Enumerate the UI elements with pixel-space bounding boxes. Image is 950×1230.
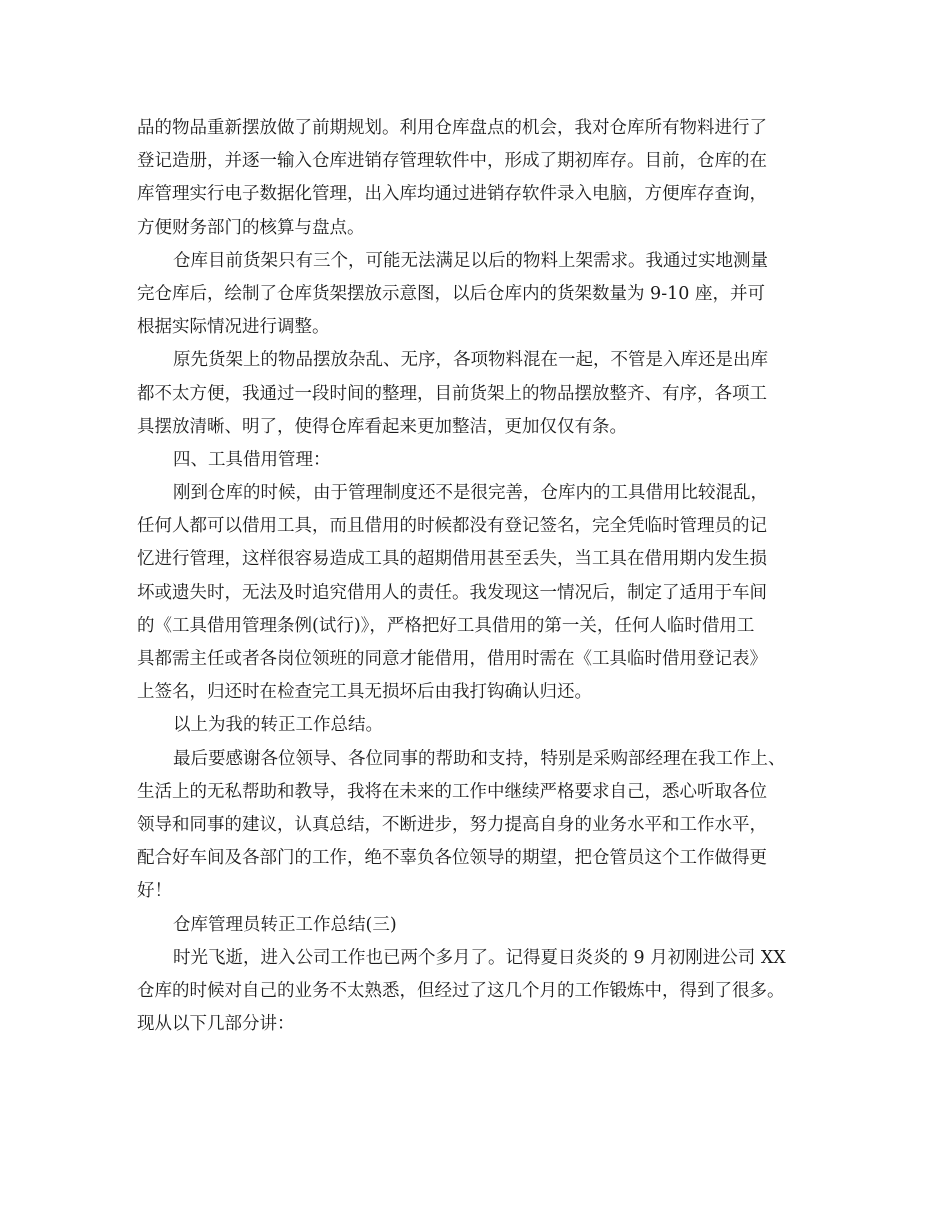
- text-line: 方便财务部门的核算与盘点。: [137, 217, 365, 238]
- text-line: 以上为我的转正工作总结。: [173, 715, 383, 736]
- text-line: 的《工具借用管理条例(试行)》，严格把好工具借用的第一关，任何人临时借用工: [137, 615, 755, 636]
- text-line: 具都需主任或者各岗位领班的同意才能借用，借用时需在《工具临时借用登记表》: [137, 649, 767, 669]
- text-line: 领导和同事的建议，认真总结，不断进步，努力提高自身的业务水平和工作水平，: [137, 814, 767, 835]
- text-line: 完仓库后，绘制了仓库货架摆放示意图，以后仓库内的货架数量为 9-10 座，并可: [137, 283, 765, 304]
- text-line: 都不太方便，我通过一段时间的整理，目前货架上的物品摆放整齐、有序，各项工: [137, 383, 767, 404]
- text-line: 仓库的时候对自己的业务不太熟悉，但经过了这几个月的工作锻炼中，得到了很多。: [137, 980, 785, 1001]
- text-line: 仓库管理员转正工作总结(三): [173, 914, 397, 935]
- text-line: 库管理实行电子数据化管理，出入库均通过进销存软件录入电脑，方便库存查询，: [137, 184, 767, 205]
- text-line: 现从以下几部分讲：: [137, 1014, 295, 1035]
- text-line: 原先货架上的物品摆放杂乱、无序，各项物料混在一起，不管是入库还是出库: [173, 350, 768, 371]
- text-line: 生活上的无私帮助和教导，我将在未来的工作中继续严格要求自己，悉心听取各位: [137, 781, 767, 802]
- text-line: 时光飞逝，进入公司工作也已两个多月了。记得夏日炎炎的 9 月初刚进公司 XX: [173, 947, 786, 968]
- text-line: 好！: [137, 881, 172, 902]
- text-line: 任何人都可以借用工具，而且借用的时候都没有登记签名，完全凭临时管理员的记: [137, 516, 767, 537]
- text-line: 最后要感谢各位领导、各位同事的帮助和支持，特别是采购部经理在我工作上、: [173, 748, 786, 769]
- text-line: 配合好车间及各部门的工作，绝不辜负各位领导的期望，把仓管员这个工作做得更: [137, 848, 767, 869]
- text-line: 上签名，归还时在检查完工具无损坏后由我打钩确认归还。: [137, 682, 592, 703]
- text-line: 忆进行管理，这样很容易造成工具的超期借用甚至丢失，当工具在借用期内发生损: [137, 549, 767, 570]
- text-line: 仓库目前货架只有三个，可能无法满足以后的物料上架需求。我通过实地测量: [173, 250, 768, 271]
- text-line: 四、工具借用管理：: [173, 449, 331, 470]
- document-body: [137, 112, 827, 1041]
- text-line: 刚到仓库的时候，由于管理制度还不是很完善，仓库内的工具借用比较混乱，: [173, 483, 768, 504]
- text-line: 具摆放清晰、明了，使得仓库看起来更加整洁，更加仅仅有条。: [137, 416, 627, 437]
- text-line: 登记造册，并逐一输入仓库进销存管理软件中，形成了期初库存。目前，仓库的在: [137, 151, 767, 172]
- text-line: 坏或遗失时，无法及时追究借用人的责任。我发现这一情况后，制定了适用于车间: [137, 582, 767, 603]
- text-line: 根据实际情况进行调整。: [137, 317, 330, 338]
- text-line: 品的物品重新摆放做了前期规划。利用仓库盘点的机会，我对仓库所有物料进行了: [137, 118, 767, 138]
